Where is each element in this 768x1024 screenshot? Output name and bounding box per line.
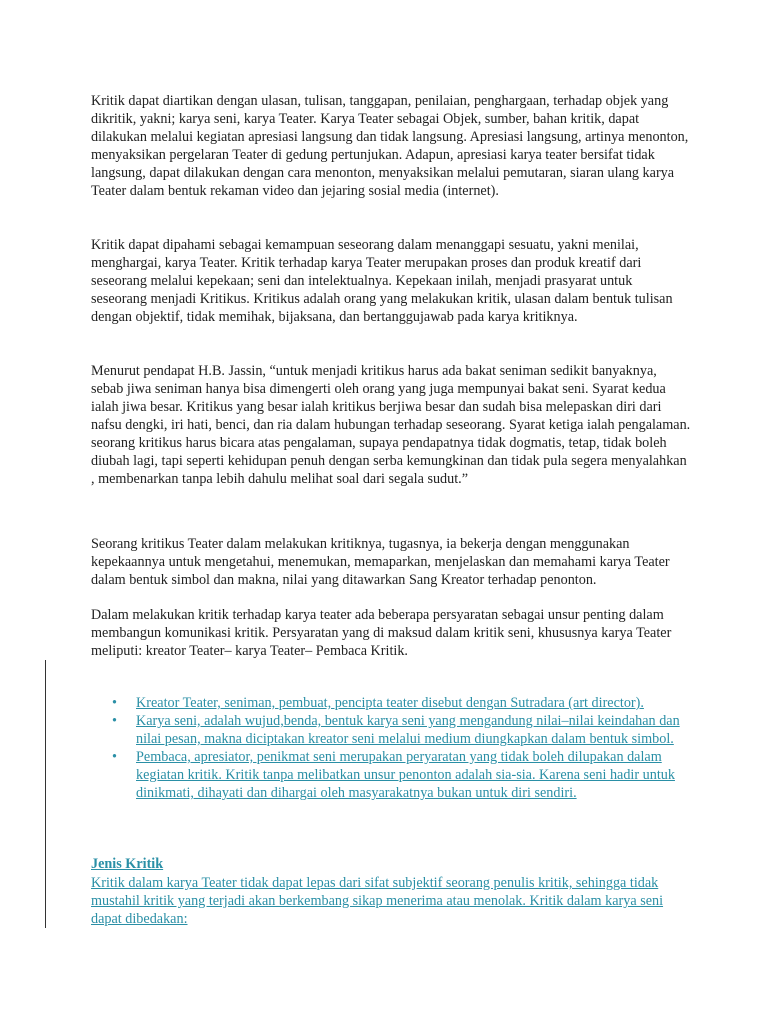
paragraph-requirements: Dalam melakukan kritik terhadap karya teater ada beberapa persyaratan sebagai unsur penting dalam membangun komunikasi kritik. Persyaratan yang di maksud dalam kritik seni, khususnya karya Teater meliputi: kreator Teater– karya Teater– Pembaca Kritik. [91,607,672,659]
paragraph-critic-task: Seorang kritikus Teater dalam melakukan kritiknya, tugasnya, ia bekerja dengan menggunakan kepekaannya untuk mengetahui, menemukan, memaparkan, menjelaskan dan memahami karya Teater dalam bentuk simbol dan makna, nilai yang ditawarkan Sang Kreator terhadap penonton. [91,536,670,588]
section-title-jenis-kritik[interactable]: Jenis Kritik [91,856,164,872]
list-item-text: Pembaca, apresiator, penikmat seni merupakan peryaratan yang tidak boleh dilupakan dalam kegiatan kritik. Kritik tanpa melibatkan unsur penonton adalah sia-sia. Karena seni hadir untuk dinikmati, dihayati dan dihargai oleh masyarakatnya bukan untuk diri sendiri. [136,749,675,801]
paragraph-definition: Kritik dapat diartikan dengan ulasan, tulisan, tanggapan, penilaian, penghargaan, terhadap objek yang dikritik, yakni; karya seni, karya Teater. Karya Teater sebagai Objek, sumber, bahan kritik, dapat dilakukan melalui kegiatan apresiasi langsung dan tidak langsung. Apresiasi langsung, artinya menonton, menyaksikan pergelaran Teater di gedung pertunjukan. Adapun, apresiasi karya teater bersifat tidak langsung, dapat dilakukan dengan cara menonton, menyaksikan melalui pemutaran, siaran ulang karya Teater dalam bentuk rekaman video dan jejaring sosial media (internet). [91,93,689,199]
list-item[interactable] [112,748,697,802]
list-item-text: Kreator Teater, seniman, pembuat, pencipta teater disebut dengan Sutradara (art director). [136,695,644,711]
list-item[interactable] [112,694,697,712]
margin-change-bar [45,660,46,928]
paragraph-ability: Kritik dapat dipahami sebagai kemampuan seseorang dalam menanggapi sesuatu, yakni menilai, menghargai, karya Teater. Kritik terhadap karya Teater merupakan proses dan produk kreatif dari seseorang melalui kepekaan; seni dan intelektualnya. Kepekaan inilah, menjadi prasyarat untuk seseorang menjadi Kritikus. Kritikus adalah orang yang melakukan kritik, ulasan dalam bentuk tulisan dengan objektif, tidak memihak, bijaksana, dan bertanggujawab pada karya kritiknya. [91,237,673,325]
bullet-icon: • [112,749,117,765]
bullet-icon: • [112,695,117,711]
list-item-text: Karya seni, adalah wujud,benda, bentuk karya seni yang mengandung nilai–nilai keindahan dan nilai pesan, makna diciptakan kreator seni melalui medium diungkapkan dalam bentuk simbol. [136,713,680,747]
bullet-icon: • [112,713,117,729]
paragraph-jassin-quote: Menurut pendapat H.B. Jassin, “untuk menjadi kritikus harus ada bakat seniman sedikit banyaknya, sebab jiwa seniman hanya bisa dimengerti oleh orang yang juga mempunyai bakat seni. Syarat kedua ialah jiwa besar. Kritikus yang besar ialah kritikus berjiwa besar dan sudah bisa melepaskan diri dari nafsu dengki, iri hati, benci, dan ria dalam hubungan terhadap seseorang. Syarat ketiga ialah pengalaman. seorang kritikus harus bicara atas pengalaman, supaya pendapatnya tidak dogmatis, tetap, tidak boleh diubah lagi, tapi seperti kehidupan penuh dengan serba kemungkinan dan tidak pula segera menyalahkan , membenarkan tanpa lebih dahulu melihat soal dari segala sudut.” [91,363,691,487]
list-item[interactable] [112,712,697,748]
requirements-list [112,694,697,802]
section-body-jenis-kritik[interactable]: Kritik dalam karya Teater tidak dapat lepas dari sifat subjektif seorang penulis kritik, sehingga tidak mustahil kritik yang terjadi akan berkembang sikap menerima atau menolak. Kritik dalam karya seni dapat dibedakan: [91,875,664,927]
